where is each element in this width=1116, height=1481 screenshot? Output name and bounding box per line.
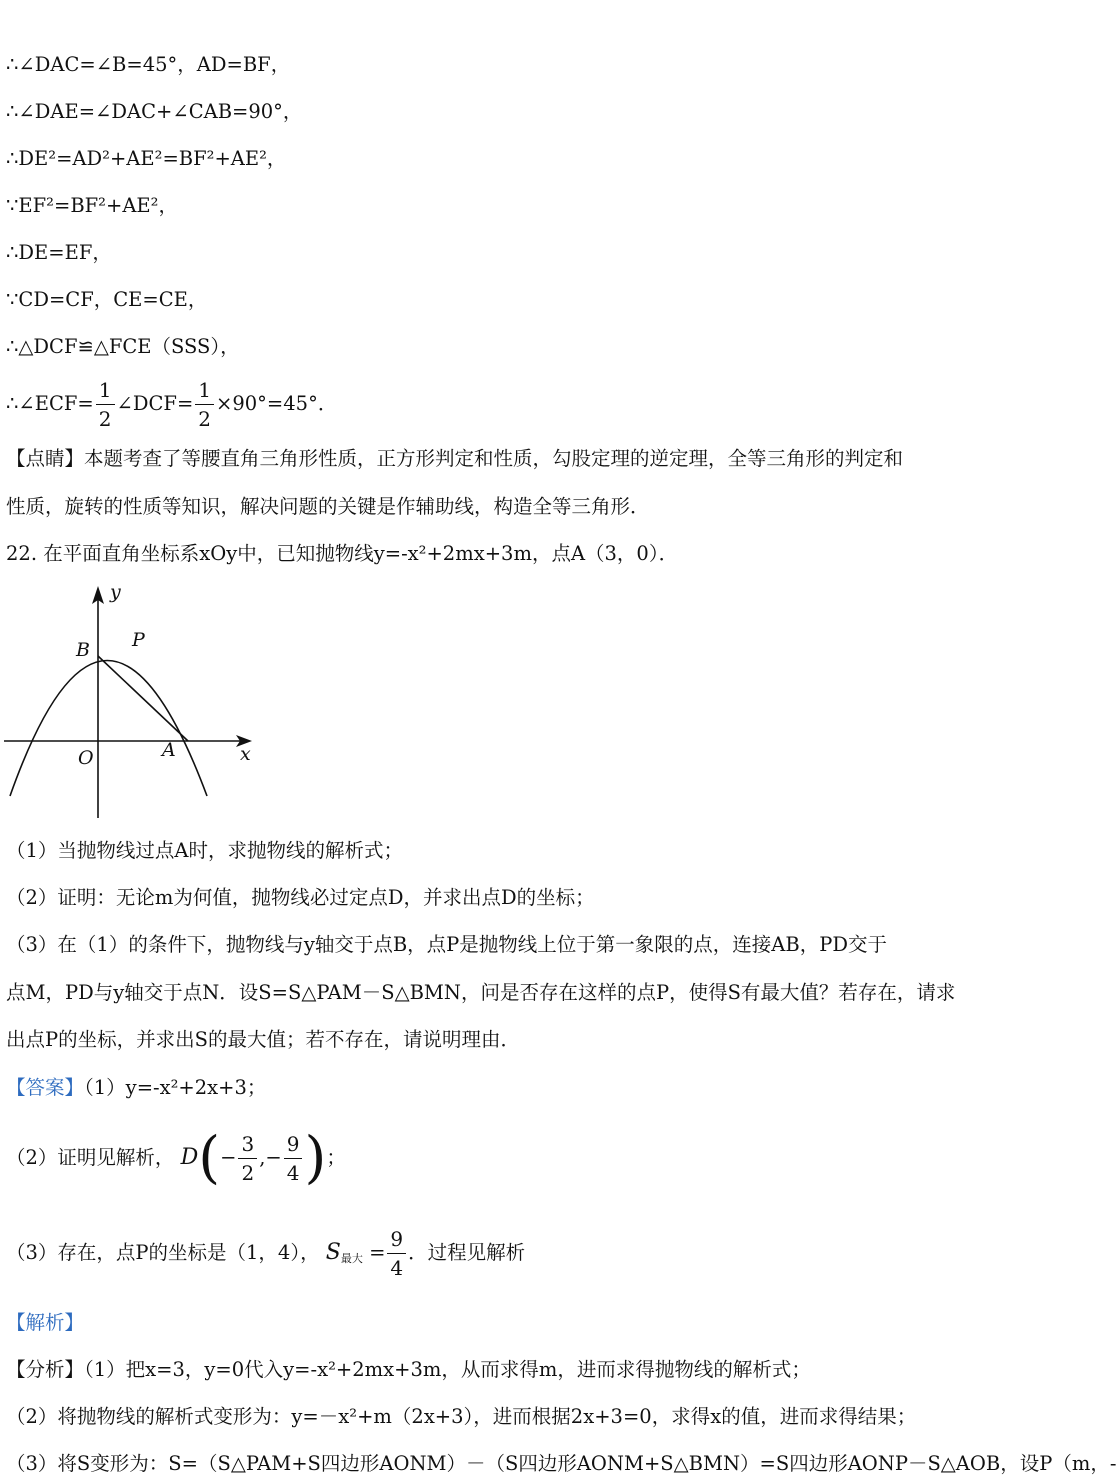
sub-question-3-line-2: 点M，PD与y轴交于点N．设S=S△PAM－S△BMN，问是否存在这样的点P，使得S有最大值？若存在，请求 (6, 981, 956, 1004)
sub-question-2: （2）证明：无论m为何值，抛物线必过定点D，并求出点D的坐标； (6, 886, 595, 909)
sub-question-3-line-3: 出点P的坐标，并求出S的最大值；若不存在，请说明理由． (6, 1028, 520, 1051)
proof-line-7: ∴△DCF≌△FCE（SSS）， (6, 335, 240, 358)
sub-question-3-line-1: （3）在（1）的条件下，抛物线与y轴交于点B，点P是抛物线上位于第一象限的点，连接AB，PD交于 (6, 933, 887, 956)
label-p: P (132, 629, 145, 651)
proof-line-1: ∴∠DAC=∠B=45°，AD=BF， (6, 53, 291, 76)
fraction-s-max: $\frac{9}{4}$ (387, 1225, 406, 1282)
fraction-d-y: $\frac{9}{4}$ (284, 1130, 303, 1187)
proof-line-8: ∴∠ECF= $\frac{1}{2}$ ∠DCF= $\frac{1}{2}$ ×90°=45°． (6, 378, 338, 431)
answer-line-3: （3）存在，点P的坐标是（1，4）， $S_{最大}$ = $\frac{9}{4}$ ．过程见解析 (6, 1227, 526, 1280)
analysis-tag: 【解析】 (6, 1311, 85, 1334)
label-y: y (110, 581, 121, 603)
label-a: A (162, 739, 176, 761)
parabola-curve (10, 661, 207, 797)
analysis-line-3: （3）将S变形为：S=（S△PAM+S四边形AONM）－（S四边形AONM+S△BMN）=S四边形AONP－S△AOB，设P（m，- (6, 1452, 1116, 1475)
proof-line-6: ∵CD=CF，CE=CE， (6, 288, 208, 311)
fraction-d-x: $\frac{3}{2}$ (238, 1130, 257, 1187)
fraction-half-2: $\frac{1}{2}$ (195, 376, 214, 433)
question-22: 22. 在平面直角坐标系xOy中，已知抛物线y=-x²+2mx+3m，点A（3，0）． (6, 542, 679, 565)
label-x: x (240, 743, 251, 765)
sub-question-1: （1）当抛物线过点A时，求抛物线的解析式； (6, 839, 403, 862)
fraction-half: $\frac{1}{2}$ (96, 376, 115, 433)
answer-tag: 【答案】 (6, 1076, 85, 1099)
analysis-line-1: 【分析】（1）把x=3，y=0代入y=-x²+2mx+3m，从而求得m，进而求得抛物线的解析式； (6, 1358, 811, 1381)
label-o: O (78, 747, 94, 769)
proof-line-5: ∴DE=EF， (6, 241, 112, 264)
analysis-line-2: （2）将抛物线的解析式变形为：y=－x²+m（2x+3），进而根据2x+3=0，求得x的值，进而求得结果； (6, 1405, 917, 1428)
tip-line-1: 【点睛】本题考查了等腰直角三角形性质，正方形判定和性质，勾股定理的逆定理，全等三角形的判定和 (6, 447, 904, 470)
proof-line-2: ∴∠DAE=∠DAC+∠CAB=90°， (6, 100, 303, 123)
answer-line-2: （2）证明见解析， D(− $\frac{3}{2}$ ,− $\frac{9}{4}$ )； (6, 1125, 346, 1191)
tip-line-2: 性质，旋转的性质等知识，解决问题的关键是作辅助线，构造全等三角形． (6, 495, 650, 518)
proof-line-4: ∵EF²=BF²+AE²， (6, 194, 178, 217)
label-b: B (76, 639, 90, 661)
parabola-figure (4, 580, 274, 820)
segment-ba (98, 656, 188, 741)
proof-line-3: ∴DE²=AD²+AE²=BF²+AE²， (6, 147, 287, 170)
answer-line-1: 【答案】（1）y=-x²+2x+3； (6, 1076, 267, 1099)
